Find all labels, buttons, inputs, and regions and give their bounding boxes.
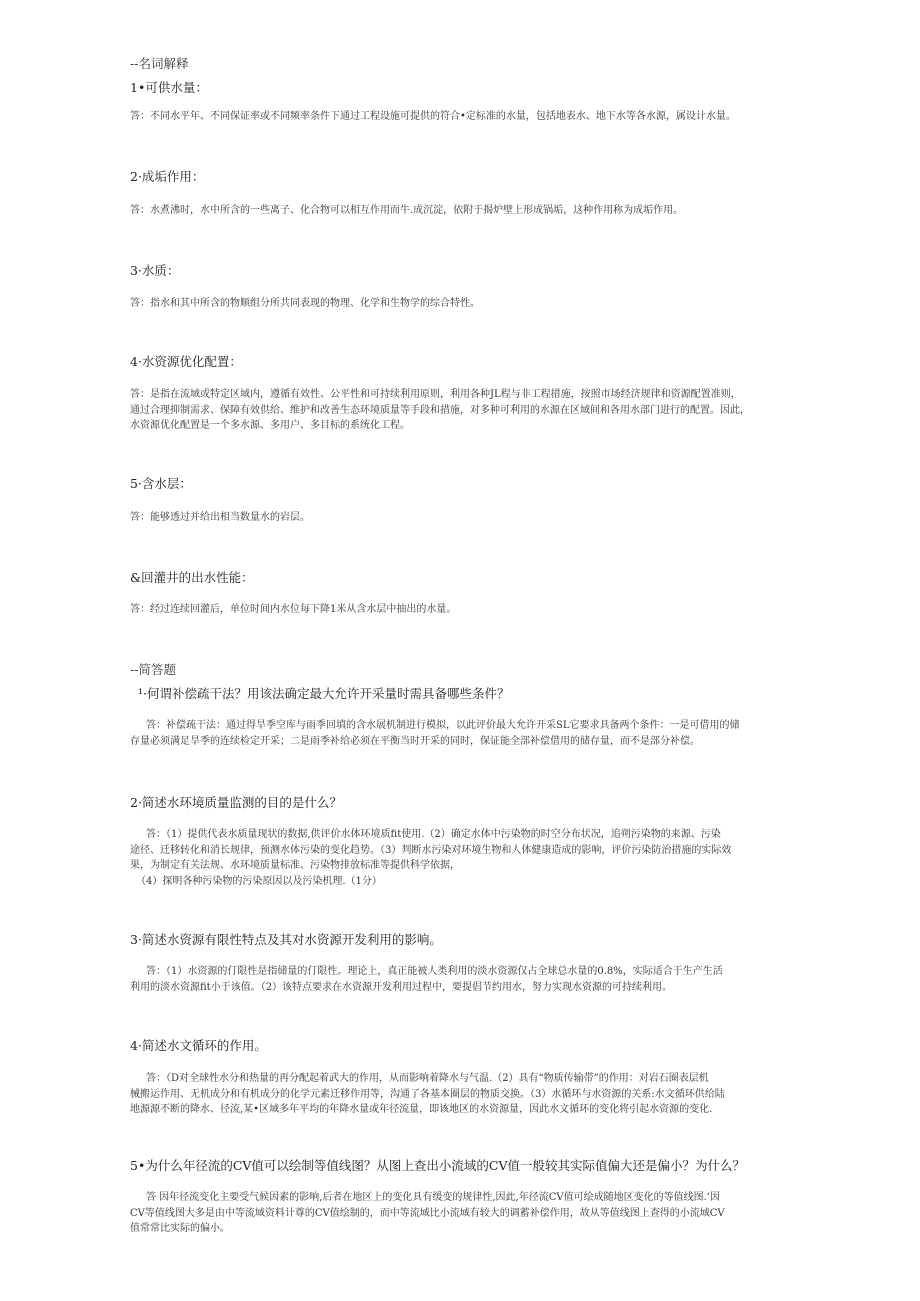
short-question-5: 5•为什么年径流的CV值可以绘制等值线图？从图上查出小流域的CV值一般较其实际值偏大还是偏小？为什么？ (130, 1158, 746, 1173)
answer-4-line-2: 通过合理抑制需求、保障有效供给、维护和改善生态环境质量等手段和措施，对多种可利用的水源在区域间和各用水部门进行的配置。因此， (130, 404, 750, 416)
short-answer-5 (130, 1190, 790, 1237)
answer-4-line-1: 答：是指在流域或特定区域内，遵循有效性、公平性和可持续利用原则，利用各种JL程与非工程措施，按照市场经济规律和资源配置准则， (130, 389, 741, 400)
short-answer-4 (130, 1071, 790, 1118)
short-answer-3 (130, 964, 790, 995)
answer-3: 答：指水和其中所含的物顺组分所共同表现的物理、化学和生物学的综合特性。 (130, 298, 480, 309)
short-answer-2-line-2: 途径、迁移转化和消长规律，预测水体污染的变化趋势。（3）判断水污染对环境生物和人体健康造成的影响，评价污染防治措施的实际效 (130, 844, 732, 856)
short-answer-1 (130, 718, 790, 749)
short-answer-1-line-1: 答：补偿疏干法：通过得旱季空库与雨季回填的含水展机制进行模拟，以此评价最大允许开采SL它要求具备两个条件：一是可借用的储 (146, 720, 740, 731)
short-question-4: 4·简述水文循环的作用。 (130, 1038, 267, 1053)
question-3: 3·水质： (130, 263, 180, 278)
question-2: 2·成垢作用： (130, 169, 205, 184)
answer-2: 答：水煮沸时，水中所含的一些离子、化合物可以相互作用而牛.成沉淀，依附于揭炉壁上形成锅垢，这种作用称为成垢作用。 (130, 205, 684, 216)
short-answer-4-line-3: 地源源不断的降水、径流,某•区域多年平均的年降水量或年径流量，即该地区的水资源量，因此水文循环的变化将引起水资源的变化. (130, 1104, 713, 1115)
short-answer-3-line-1: 答：（1）水资源的仃限性是指储量的仃限性。理论上，真正能被人类利用的淡水资源仅占全球总水量的0.8%，实际适合于生产生活 (146, 966, 723, 977)
short-answer-2-line-4: （4）探明各种污染物的污染原因以及污染机理.（1分） (136, 875, 382, 887)
short-answer-2 (130, 827, 790, 889)
short-answer-5-line-2: CV等值线图大多是由中等流域资料计尊的CV值绘制的，而中等流域比小流域有较大的调蓄补偿作用，故从等值线图上查得的小流域CV (130, 1207, 725, 1219)
short-answer-4-line-2: 械搬运作用、无机成分和有机成分的化学元素迁移作用等，沟通了各基本圈层的物质交换。（3）水循环与水资源的关系:水文循环供给陆 (130, 1088, 725, 1100)
question-1: 1•可供水量： (130, 80, 208, 95)
answer-6: 答：经过连续回灌后，单位时间内水位每下降1米从含水层中抽出的水量。 (130, 604, 457, 615)
section-title-short-answer: --简答题 (130, 662, 176, 677)
short-answer-3-line-2: 利用的淡水资源fit小于该值。（2）该特点要求在水资源开发利用过程中，要提倡节约用水，努力实现水资源的可持续利用。 (130, 981, 673, 993)
answer-5: 答：能够透过并给出相当数量水的岩层。 (130, 512, 310, 523)
short-answer-5-line-1: 答 因年径流变化主要受气候因素的影响,后者在地区上的变化具有缓变的规律性,因此,年径流CV值可绘成随地区变化的等值线图.‘因 (146, 1192, 720, 1203)
short-question-2: 2·简述水环境质量监测的目的是什么？ (130, 795, 342, 810)
answer-4-line-3: 水资源优化配置是一个多水源、多用户、多目标的系统化工程。 (130, 420, 410, 431)
question-6: &回灌井的出水性能： (130, 570, 254, 585)
short-answer-5-line-3: 值常常比实际的偏小。 (130, 1223, 230, 1234)
short-answer-4-line-1: 答：（D对全球性水分和热量的再分配起着武大的作用，从而影响着降水与气温.（2）具有“物质传输带”的作用：对岩石圈表层机 (146, 1073, 709, 1084)
answer-4 (130, 387, 790, 434)
short-answer-1-line-2: 存量必须满足旱季的连续检定开采；二是雨季补给必须在平衡当时开采的同时，保证能全部补偿借用的储存量，而不是部分补偿。 (130, 735, 700, 747)
question-4: 4·水资源优化配置： (130, 354, 242, 369)
section-title-definitions: --名词解释 (130, 56, 189, 71)
answer-1: 答：不同水平年、不同保证率或不同频率条件下通过工程设施可提供的符合•定标准的水量，包括地表水、地下水等各水源，属设计水量。 (130, 111, 736, 122)
short-answer-2-line-3: 果，为制定有关法规、水环境质量标准、污染物排放标准等提供科学依据， (130, 860, 460, 871)
question-5: 5·含水层： (130, 476, 192, 491)
short-question-1: ¹·何谓补偿疏干法？用该法确定最大允许开采量时需具备哪些条件？ (138, 686, 510, 701)
short-question-3: 3·简述水资源有限性特点及其对水资源开发利用的影响。 (130, 932, 442, 947)
short-answer-2-line-1: 答：（1）提供代表水质量现状的数据,供评价水体环境质fit使用.（2）确定水体中污染物的时空分布状况，追朔污染物的来源、污染 (146, 829, 721, 840)
